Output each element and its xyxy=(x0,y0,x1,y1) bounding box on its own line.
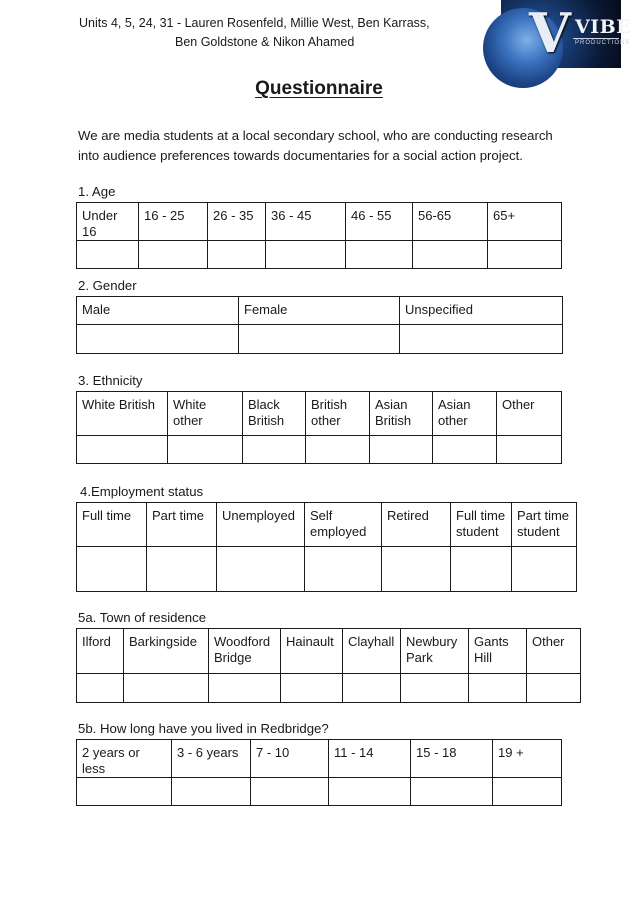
answer-cell[interactable] xyxy=(77,241,139,269)
question-residence-length-label: 5b. How long have you lived in Redbridge? xyxy=(78,721,329,736)
logo-mark: V xyxy=(529,1,571,65)
option-header: Woodford Bridge xyxy=(209,629,281,674)
page-title: Questionnaire xyxy=(255,78,383,99)
option-header: Self employed xyxy=(305,503,382,547)
authors-line-1: Units 4, 5, 24, 31 - Lauren Rosenfeld, Millie West, Ben Karrass, xyxy=(79,16,430,30)
option-header: Retired xyxy=(382,503,451,547)
option-header: Asian other xyxy=(433,392,497,436)
option-header: Asian British xyxy=(370,392,433,436)
option-header: 26 - 35 xyxy=(208,203,266,241)
option-header: Hainault xyxy=(281,629,343,674)
option-header: Male xyxy=(77,297,239,325)
answer-cell[interactable] xyxy=(168,436,243,464)
option-header: Barkingside xyxy=(124,629,209,674)
answer-cell[interactable] xyxy=(243,436,306,464)
answer-cell[interactable] xyxy=(147,547,217,592)
answer-cell[interactable] xyxy=(527,674,581,703)
option-header: 2 years or less xyxy=(77,740,172,778)
answer-cell[interactable] xyxy=(77,547,147,592)
answer-cell[interactable] xyxy=(400,325,563,354)
question-ethnicity-table xyxy=(76,391,562,464)
answer-cell[interactable] xyxy=(512,547,577,592)
answer-cell[interactable] xyxy=(251,778,329,806)
option-header: Clayhall xyxy=(343,629,401,674)
answer-cell[interactable] xyxy=(488,241,562,269)
answer-cell[interactable] xyxy=(139,241,208,269)
answer-cell[interactable] xyxy=(451,547,512,592)
answer-cell[interactable] xyxy=(208,241,266,269)
answer-cell[interactable] xyxy=(413,241,488,269)
logo-name: VIBE xyxy=(575,16,632,38)
option-header: Gants Hill xyxy=(469,629,527,674)
option-header: Unemployed xyxy=(217,503,305,547)
logo-subtitle: PRODUCTIONS xyxy=(575,40,631,46)
option-header: 65+ xyxy=(488,203,562,241)
question-gender-table xyxy=(76,296,563,354)
header-authors xyxy=(79,14,430,52)
answer-cell[interactable] xyxy=(382,547,451,592)
question-town-table xyxy=(76,628,581,703)
answer-cell[interactable] xyxy=(266,241,346,269)
logo-divider xyxy=(573,38,619,39)
option-header: British other xyxy=(306,392,370,436)
option-header: 7 - 10 xyxy=(251,740,329,778)
option-header: Under 16 xyxy=(77,203,139,241)
question-ethnicity-label: 3. Ethnicity xyxy=(78,373,143,388)
answer-cell[interactable] xyxy=(433,436,497,464)
answer-cell[interactable] xyxy=(281,674,343,703)
answer-cell[interactable] xyxy=(346,241,413,269)
answer-cell[interactable] xyxy=(493,778,562,806)
option-header: Unspecified xyxy=(400,297,563,325)
answer-cell[interactable] xyxy=(329,778,411,806)
answer-cell[interactable] xyxy=(239,325,400,354)
answer-cell[interactable] xyxy=(77,674,124,703)
option-header: Full time student xyxy=(451,503,512,547)
question-age-table xyxy=(76,202,562,269)
answer-cell[interactable] xyxy=(124,674,209,703)
question-employment-label: 4.Employment status xyxy=(80,484,204,499)
option-header: 11 - 14 xyxy=(329,740,411,778)
answer-cell[interactable] xyxy=(217,547,305,592)
authors-line-2: Ben Goldstone & Nikon Ahamed xyxy=(175,35,355,49)
option-header: White British xyxy=(77,392,168,436)
option-header: 36 - 45 xyxy=(266,203,346,241)
option-header: Newbury Park xyxy=(401,629,469,674)
vibe-productions-logo xyxy=(501,0,632,68)
option-header: 3 - 6 years xyxy=(172,740,251,778)
answer-cell[interactable] xyxy=(306,436,370,464)
question-residence-length-table xyxy=(76,739,562,806)
option-header: 46 - 55 xyxy=(346,203,413,241)
answer-cell[interactable] xyxy=(411,778,493,806)
question-employment-table xyxy=(76,502,577,592)
option-header: 16 - 25 xyxy=(139,203,208,241)
question-town-label: 5a. Town of residence xyxy=(78,610,207,625)
option-header: Black British xyxy=(243,392,306,436)
answer-cell[interactable] xyxy=(401,674,469,703)
option-header: White other xyxy=(168,392,243,436)
option-header: Ilford xyxy=(77,629,124,674)
option-header: Part time xyxy=(147,503,217,547)
option-header: Other xyxy=(527,629,581,674)
answer-cell[interactable] xyxy=(497,436,562,464)
answer-cell[interactable] xyxy=(469,674,527,703)
option-header: 15 - 18 xyxy=(411,740,493,778)
answer-cell[interactable] xyxy=(172,778,251,806)
option-header: Female xyxy=(239,297,400,325)
option-header: 19 + xyxy=(493,740,562,778)
answer-cell[interactable] xyxy=(343,674,401,703)
option-header: Full time xyxy=(77,503,147,547)
answer-cell[interactable] xyxy=(77,436,168,464)
answer-cell[interactable] xyxy=(370,436,433,464)
option-header: Other xyxy=(497,392,562,436)
option-header: Part time student xyxy=(512,503,577,547)
question-gender-label: 2. Gender xyxy=(78,278,137,293)
option-header: 56-65 xyxy=(413,203,488,241)
question-age-label: 1. Age xyxy=(78,184,116,199)
answer-cell[interactable] xyxy=(209,674,281,703)
answer-cell[interactable] xyxy=(77,778,172,806)
answer-cell[interactable] xyxy=(77,325,239,354)
answer-cell[interactable] xyxy=(305,547,382,592)
intro-paragraph: We are media students at a local secondary school, who are conducting research into audience preferences towards documentaries for a social action project. xyxy=(78,128,553,163)
